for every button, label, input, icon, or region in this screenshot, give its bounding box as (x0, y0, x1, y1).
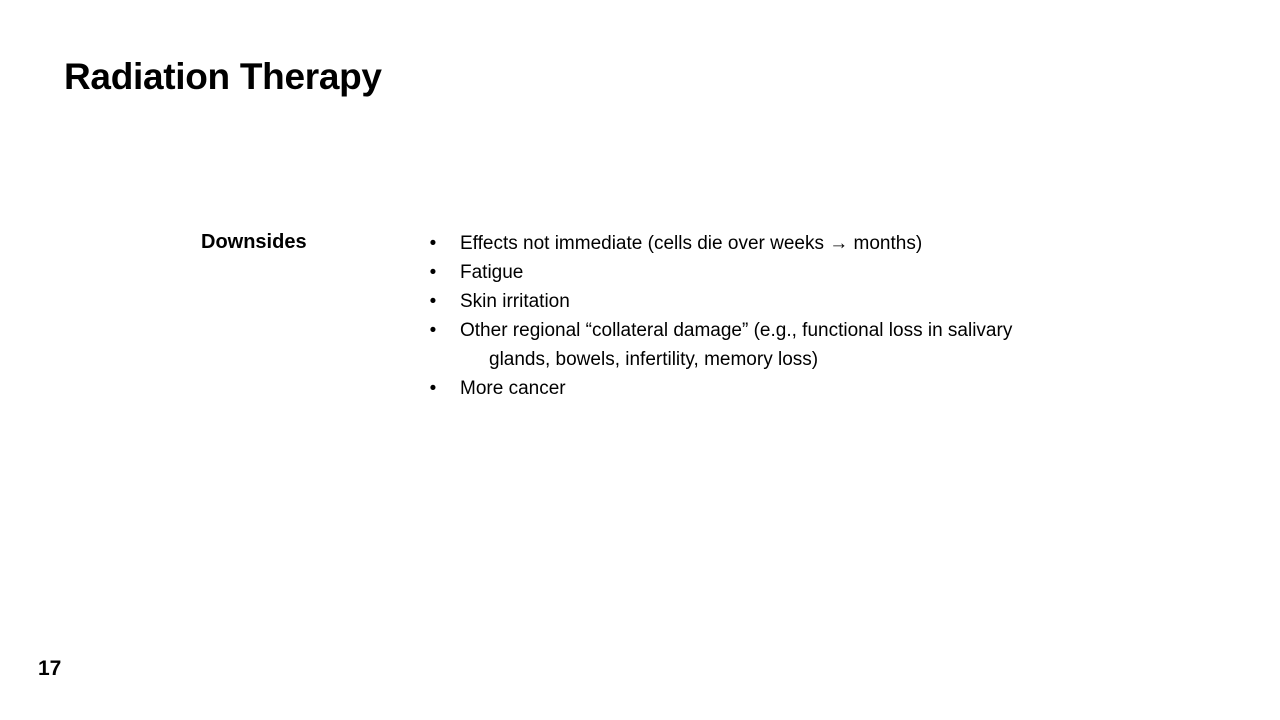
page-number: 17 (38, 657, 62, 680)
bullet-text: Effects not immediate (cells die over weeks → months) (460, 233, 923, 254)
bullet-text: Skin irritation (460, 291, 570, 312)
section-label-downsides: Downsides (201, 231, 307, 253)
bullet-item (428, 258, 1148, 287)
bullet-item (428, 287, 1148, 316)
bullet-item (428, 316, 1148, 374)
bullet-icon: • (429, 291, 437, 312)
bullet-item (428, 374, 1148, 403)
bullet-text: Fatigue (460, 262, 524, 283)
bullet-text: More cancer (460, 378, 566, 399)
bullet-icon: • (429, 233, 437, 254)
bullet-text: Other regional “collateral damage” (e.g., functional loss in salivary (460, 320, 1013, 341)
slide-title: Radiation Therapy (64, 56, 382, 97)
bullet-icon: • (429, 320, 437, 341)
bullet-list (428, 229, 1148, 403)
bullet-text-continuation: glands, bowels, infertility, memory loss) (489, 349, 819, 370)
bullet-item (428, 229, 1148, 258)
bullet-icon: • (429, 262, 437, 283)
bullet-icon: • (429, 378, 437, 399)
